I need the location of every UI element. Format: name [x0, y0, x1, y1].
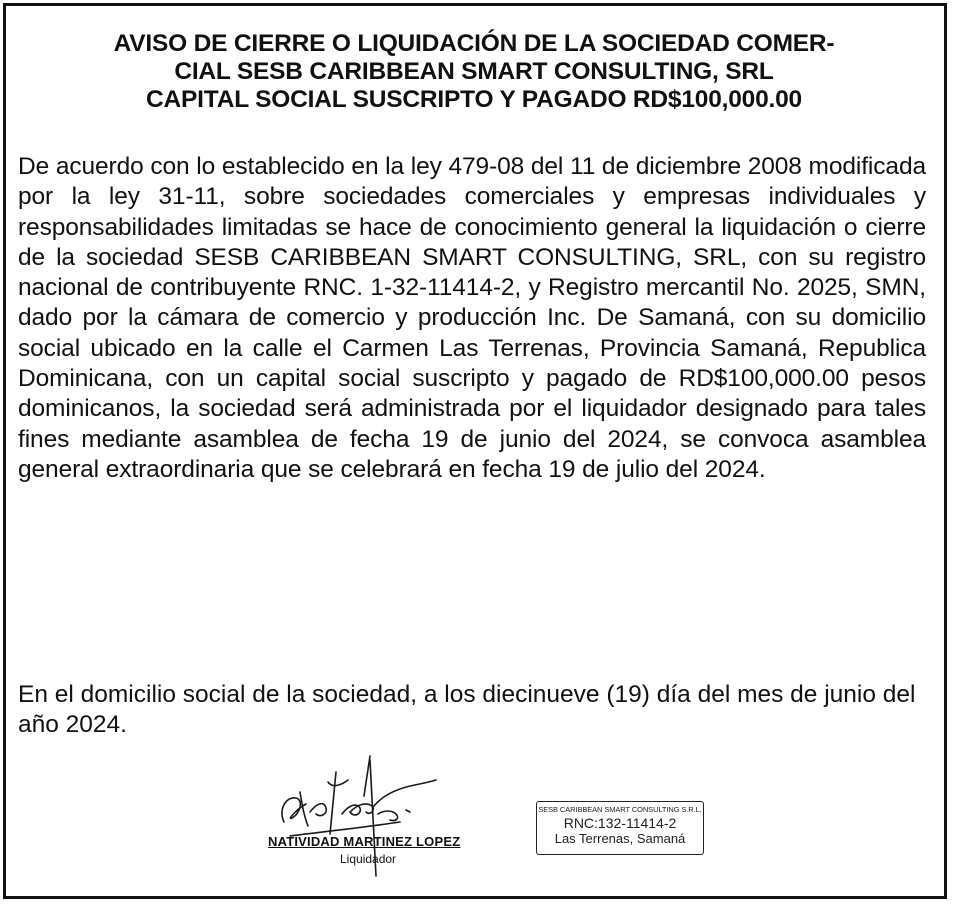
notice-title [14, 30, 934, 114]
title-line-1: AVISO DE CIERRE O LIQUIDACIÓN DE LA SOCIEDAD COMER- [113, 30, 835, 57]
signer-role: Liquidador [340, 852, 397, 866]
title-line-2: CIAL SESB CARIBBEAN SMART CONSULTING, SRL [174, 58, 774, 85]
signature-block [262, 752, 502, 882]
stamp-rnc: RNC:132-11414-2 [563, 815, 677, 831]
stamp-location: Las Terrenas, Samaná [554, 831, 686, 846]
company-stamp [536, 801, 704, 855]
closing-paragraph: En el domicilio social de la sociedad, a los diecinueve (19) día del mes de junio del año 2024. [18, 681, 916, 739]
body-paragraph: De acuerdo con lo establecido en la ley 479-08 del 11 de diciembre 2008 modificada por la ley 31-11, sobre sociedades comerciales y empresas individuales y responsabilidades limitadas se hace de conocimiento general la liquidación o cierre de la sociedad SESB CARIBBEAN SMART CONSULTING, SRL, con su registro nacional de contribuyente RNC. 1-32-11414-2, y Registro mercantil No. 2025, SMN, dado por la cámara de comercio y producción Inc. De Samaná, con su domicilio social ubicado en la calle el Carmen Las Terrenas, Provincia Samaná, Republica Dominicana, con un capital social suscripto y pagado de RD$100,000.00 pesos dominicanos, la sociedad será administrada por el liquidador designado para tales fines mediante asamblea de fecha 19 de junio del 2024, se convoca asamblea general extraordinaria que se celebrará en fecha 19 de julio del 2024. [18, 153, 926, 483]
stamp-company-name: SESB CARIBBEAN SMART CONSULTING S.R.L. [538, 805, 702, 814]
title-line-3: CAPITAL SOCIAL SUSCRIPTO Y PAGADO RD$100,000.00 [146, 86, 802, 113]
signer-name: NATIVIDAD MARTINEZ LOPEZ [268, 834, 461, 849]
